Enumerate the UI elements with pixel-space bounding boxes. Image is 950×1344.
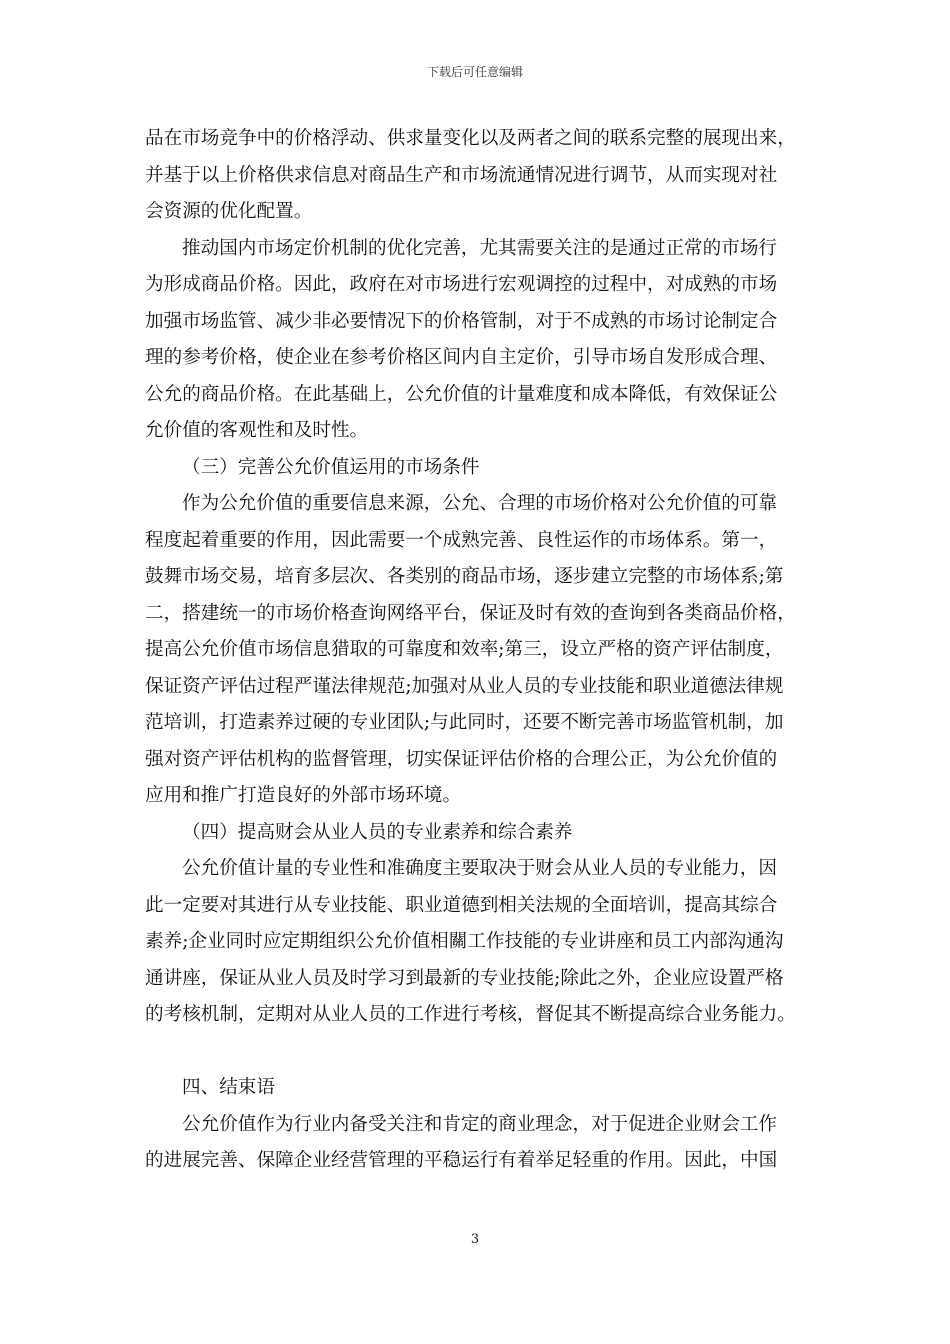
body-line: 加强市场监管、减少非必要情况下的价格管制，对于不成熟的市场讨论制定合: [145, 310, 778, 332]
body-line: 为形成商品价格。因此，政府在对市场进行宏观调控的过程中，对成熟的市场: [145, 274, 778, 295]
body-line: 此一定要对其进行从专业技能、职业道德到相关法规的全面培训，提高其综合: [145, 894, 778, 916]
body-line: 的考核机制，定期对从业人员的工作进行考核，督促其不断提高综合业务能力。: [145, 1004, 796, 1025]
body-line: 理的参考价格，使企业在参考价格区间内自主定价，引导市场自发形成合理、: [145, 347, 778, 368]
body-line: 提高公允价值市场信息猎取的可靠度和效率;第三，设立严格的资产评估制度，: [145, 639, 784, 660]
section-heading-conclusion: 四、结束语: [182, 1077, 275, 1098]
body-line: 品在市场竞争中的价格浮动、供求量变化以及两者之间的联系完整的展现出来，: [145, 128, 796, 149]
paragraph-first-line: 推动国内市场定价机制的优化完善，尤其需要关注的是通过正常的市场行: [182, 237, 778, 259]
body-line: 保证资产评估过程严谨法律规范;加强对从业人员的专业技能和职业道德法律规: [145, 675, 784, 697]
paragraph-first-line: 公允价值计量的专业性和准确度主要取决于财会从业人员的专业能力，因: [182, 858, 778, 879]
body-line: 通讲座，保证从业人员及时学习到最新的专业技能;除此之外，企业应设置严格: [145, 967, 784, 989]
body-line: 并基于以上价格供求信息对商品生产和市场流通情况进行调节，从而实现对社: [145, 164, 778, 186]
body-line: 应用和推广打造良好的外部市场环境。: [145, 785, 462, 806]
subheading-market-conditions: （三）完善公允价值运用的市场条件: [182, 456, 480, 478]
paragraph-first-line: 作为公允价值的重要信息来源，公允、合理的市场价格对公允价值的可靠: [182, 493, 778, 514]
paragraph-first-line: 公允价值作为行业内备受关注和肯定的商业理念，对于促进企业财会工作: [182, 1113, 778, 1135]
body-line: 强对资产评估机构的监督管理，切实保证评估价格的合理公正，为公允价值的: [145, 748, 778, 770]
body-line: 的进展完善、保障企业经营管理的平稳运行有着举足轻重的作用。因此，中国: [145, 1150, 778, 1171]
blank-line: [145, 1034, 825, 1071]
body-line: 范培训，打造素养过硬的专业团队;与此同时，还要不断完善市场监管机制，加: [145, 712, 784, 733]
document-body: [145, 121, 825, 1180]
body-line: 会资源的优化配置。: [145, 201, 313, 222]
body-line: 鼓舞市场交易，培育多层次、各类别的商品市场，逐步建立完整的市场体系;第: [145, 566, 784, 587]
body-line: 二，搭建统一的市场价格查询网络平台，保证及时有效的查询到各类商品价格，: [145, 602, 796, 624]
body-line: 素养;企业同时应定期组织公允价值相關工作技能的专业讲座和员工内部沟通沟: [145, 931, 784, 952]
subheading-professional-quality: （四）提高财会从业人员的专业素养和综合素养: [182, 821, 573, 843]
body-line: 公允的商品价格。在此基础上，公允价值的计量难度和成本降低，有效保证公: [145, 383, 778, 405]
page-header: 下载后可任意编辑: [426, 65, 523, 79]
page-number: 3: [470, 1232, 480, 1247]
body-line: 程度起着重要的作用，因此需要一个成熟完善、良性运作的市场体系。第一，: [145, 529, 778, 551]
body-line: 允价值的客观性和及时性。: [145, 420, 369, 441]
